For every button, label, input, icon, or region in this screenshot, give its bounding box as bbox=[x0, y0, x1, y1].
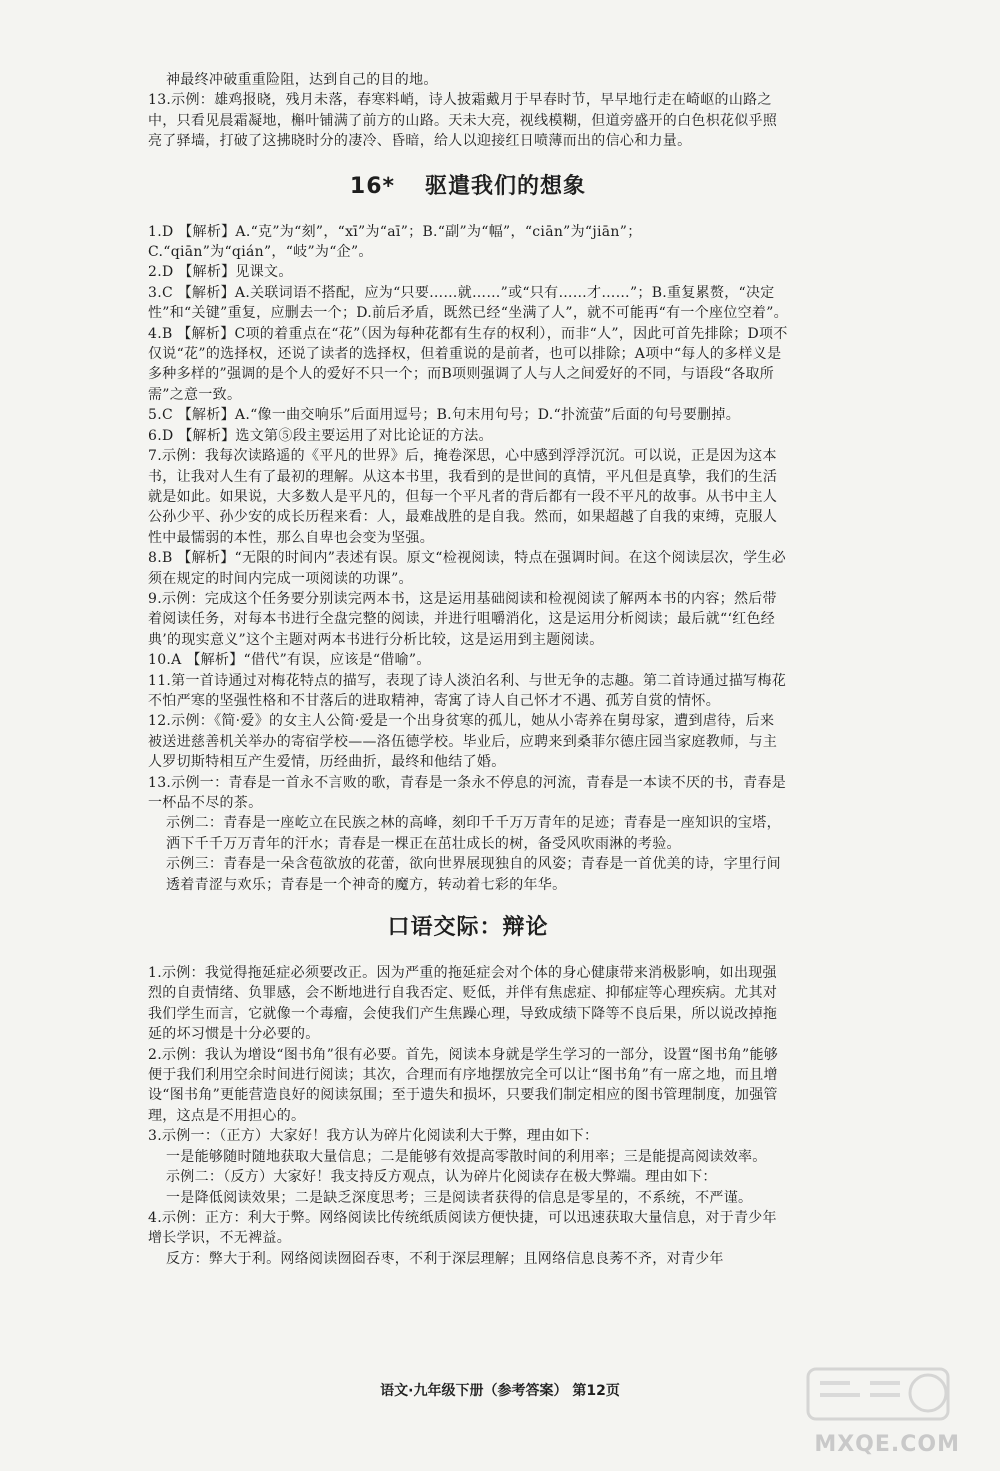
section-heading-16 bbox=[148, 172, 788, 202]
answer-item: 10.A 【解析】“借代”有误，应该是“借喻”。 bbox=[148, 652, 431, 669]
sub-line: 示例二：（反方）大家好！我支持反方观点，认为碎片化阅读存在极大弊端。理由如下： bbox=[166, 1169, 717, 1186]
watermark-text: MXQE.COM bbox=[814, 1432, 960, 1457]
example-line: 示例二：青春是一座屹立在民族之林的高峰，刻印千千万万青年的足迹；青春是一座知识的宝塔，洒下千千万万青年的汗水；青春是一棵正在茁壮成长的树，备受风吹雨淋的考验。 bbox=[166, 815, 781, 852]
section-title: 驱遣我们的想象 bbox=[425, 173, 587, 199]
answer-item: 11.第一首诗通过对梅花特点的描写，表现了诗人淡泊名利、与世无争的志趣。第二首诗通过描写梅花不怕严寒的坚强性格和不甘落后的进取精神，寄寓了诗人自己怀才不遇、孤芳自赏的情怀。 bbox=[148, 672, 787, 709]
answer-content bbox=[148, 70, 788, 1269]
answer-item: 4.B 【解析】C项的着重点在“花”（因为每种花都有生存的权利），而非“人”，因此可首先排除；D项不仅说“花”的选择权，还说了读者的选择权，但着重说的是前者，也可以排除；A项中“每人的多样义是多种多样的”强调的是个人的爱好不只一个；而B项则强调了人与人之间爱好的不同，与语段“各取所需”之意一致。 bbox=[148, 325, 788, 403]
section-heading-debate bbox=[148, 913, 788, 943]
answer-item: 5.C 【解析】A.“像一曲交响乐”后面用逗号；B.句末用句号；D.“扑流萤”后面的句号要删掉。 bbox=[148, 407, 741, 424]
answer-item: 13.示例一：青春是一首永不言败的歌，青春是一条永不停息的河流，青春是一本读不厌的书，青春是一杯品不尽的茶。 bbox=[148, 774, 787, 811]
page-footer: 语文·九年级下册（参考答案） 第12页 bbox=[380, 1383, 620, 1399]
answer-item: 9.示例：完成这个任务要分别读完两本书，这是运用基础阅读和检视阅读了解两本书的内容；然后带着阅读任务，对每本书进行全盘完整的阅读，并进行咀嚼消化，这是运用分析阅读；最后就“‘红色经典’的现实意义”这个主题对两本书进行分析比较，这是运用到主题阅读。 bbox=[148, 590, 777, 648]
answer-item: 8.B 【解析】“无限的时间内”表述有误。原文“检视阅读，特点在强调时间。在这个阅读层次，学生必须在规定的时间内完成一项阅读的功课”。 bbox=[148, 550, 786, 587]
answer-item: 3.示例一：（正方）大家好！我方认为碎片化阅读利大于弊，理由如下： bbox=[148, 1128, 599, 1145]
top-line-1: 神最终冲破重重险阻，达到自己的目的地。 bbox=[166, 72, 438, 88]
sub-line: 反方：弊大于利。网络阅读囫囵吞枣，不利于深层理解；且网络信息良莠不齐，对青少年 bbox=[166, 1250, 724, 1267]
example-line: 示例三：青春是一朵含苞欲放的花蕾，欲向世界展现独自的风姿；青春是一首优美的诗，字里行间透着青涩与欢乐；青春是一个神奇的魔方，转动着七彩的年华。 bbox=[166, 856, 781, 893]
top-line-2: 13.示例：雄鸡报晓，残月未落，春寒料峭，诗人披霜戴月于早春时节，早早地行走在崎岖的山路之中，只看见晨霜凝地，槲叶铺满了前方的山路。天未大亮，视线模糊，但道旁盛开的白色枳花似乎照亮了驿墙，打破了这拂晓时分的凄冷、昏暗，给人以迎接红日喷薄而出的信心和力量。 bbox=[148, 92, 778, 150]
answer-item: 2.示例：我认为增设“图书角”很有必要。首先，阅读本身就是学生学习的一部分，设置“图书角”能够便于我们利用空余时间进行阅读；其次，合理而有序地摆放完全可以让“图书角”有一席之地，而且增设“图书角”更能营造良好的阅读氛围；至于遗失和损坏，只要我们制定相应的图书管理制度，加强管理，这点是不用担心的。 bbox=[148, 1046, 779, 1124]
answer-item: 4.示例：正方：利大于弊。网络阅读比传统纸质阅读方便快捷，可以迅速获取大量信息，对于青少年增长学识，不无裨益。 bbox=[148, 1209, 777, 1247]
sub-line: 一是降低阅读效果；二是缺乏深度思考；三是阅读者获得的信息是零星的，不系统，不严谨。 bbox=[166, 1189, 753, 1206]
answer-item: 2.D 【解析】见课文。 bbox=[148, 264, 293, 281]
answer-item: 1.示例：我觉得拖延症必须要改正。因为严重的拖延症会对个体的身心健康带来消极影响，如出现强烈的自责情绪、负罪感，会不断地进行自我否定、贬低，并伴有焦虑症、抑郁症等心理疾病。尤其对我们学生而言，它就像一个毒瘤，会使我们产生焦躁心理，导致成绩下降等不良后果，所以说改掉拖延的坏习惯是十分必要的。 bbox=[148, 965, 778, 1043]
section-title: 口语交际：辩论 bbox=[387, 915, 549, 941]
section-number: 16* bbox=[349, 173, 396, 199]
answer-item: 1.D 【解析】A.“克”为“刻”，“xī”为“aī”；B.“副”为“幅”，“ciān”为“jiān”；C.“qiān”为“qián”，“岐”为“企”。 bbox=[148, 223, 642, 261]
answer-item: 12.示例：《简·爱》的女主人公简·爱是一个出身贫寒的孤儿，她从小寄养在舅母家，遭到虐待，后来被送进慈善机关举办的寄宿学校——洛伍德学校。毕业后，应聘来到桑菲尔德庄园当家庭教师，与主人罗切斯特相互产生爱情，历经曲折，最终和他结了婚。 bbox=[148, 713, 778, 771]
answer-item: 3.C 【解析】A.关联词语不搭配，应为“只要……就……”或“只有……才……”；B.重复累赘，“决定性”和“关键”重复，应删去一个；D.前后矛盾，既然已经“坐满了人”，就不可能再“有一个座位空着”。 bbox=[148, 284, 788, 322]
sub-line: 一是能够随时随地获取大量信息；二是能够有效提高零散时间的利用率；三是能提高阅读效率。 bbox=[166, 1148, 767, 1165]
answer-item: 6.D 【解析】选文第⑤段主要运用了对比论证的方法。 bbox=[148, 427, 493, 444]
answer-item: 7.示例：我每次读路遥的《平凡的世界》后，掩卷深思，心中感到浮浮沉沉。可以说，正是因为这本书，让我对人生有了最初的理解。从这本书里，我看到的是世间的真情，平凡但是真挚，我们的生活就是如此。如果说，大多数人是平凡的，但每一个平凡者的背后都有一段不平凡的故事。从书中主人公孙少平、孙少安的成长历程来看：人，最难战胜的是自我。然而，如果超越了自我的束缚，克服人性中最懦弱的本性，那么自卑也会变为坚强。 bbox=[148, 448, 778, 546]
